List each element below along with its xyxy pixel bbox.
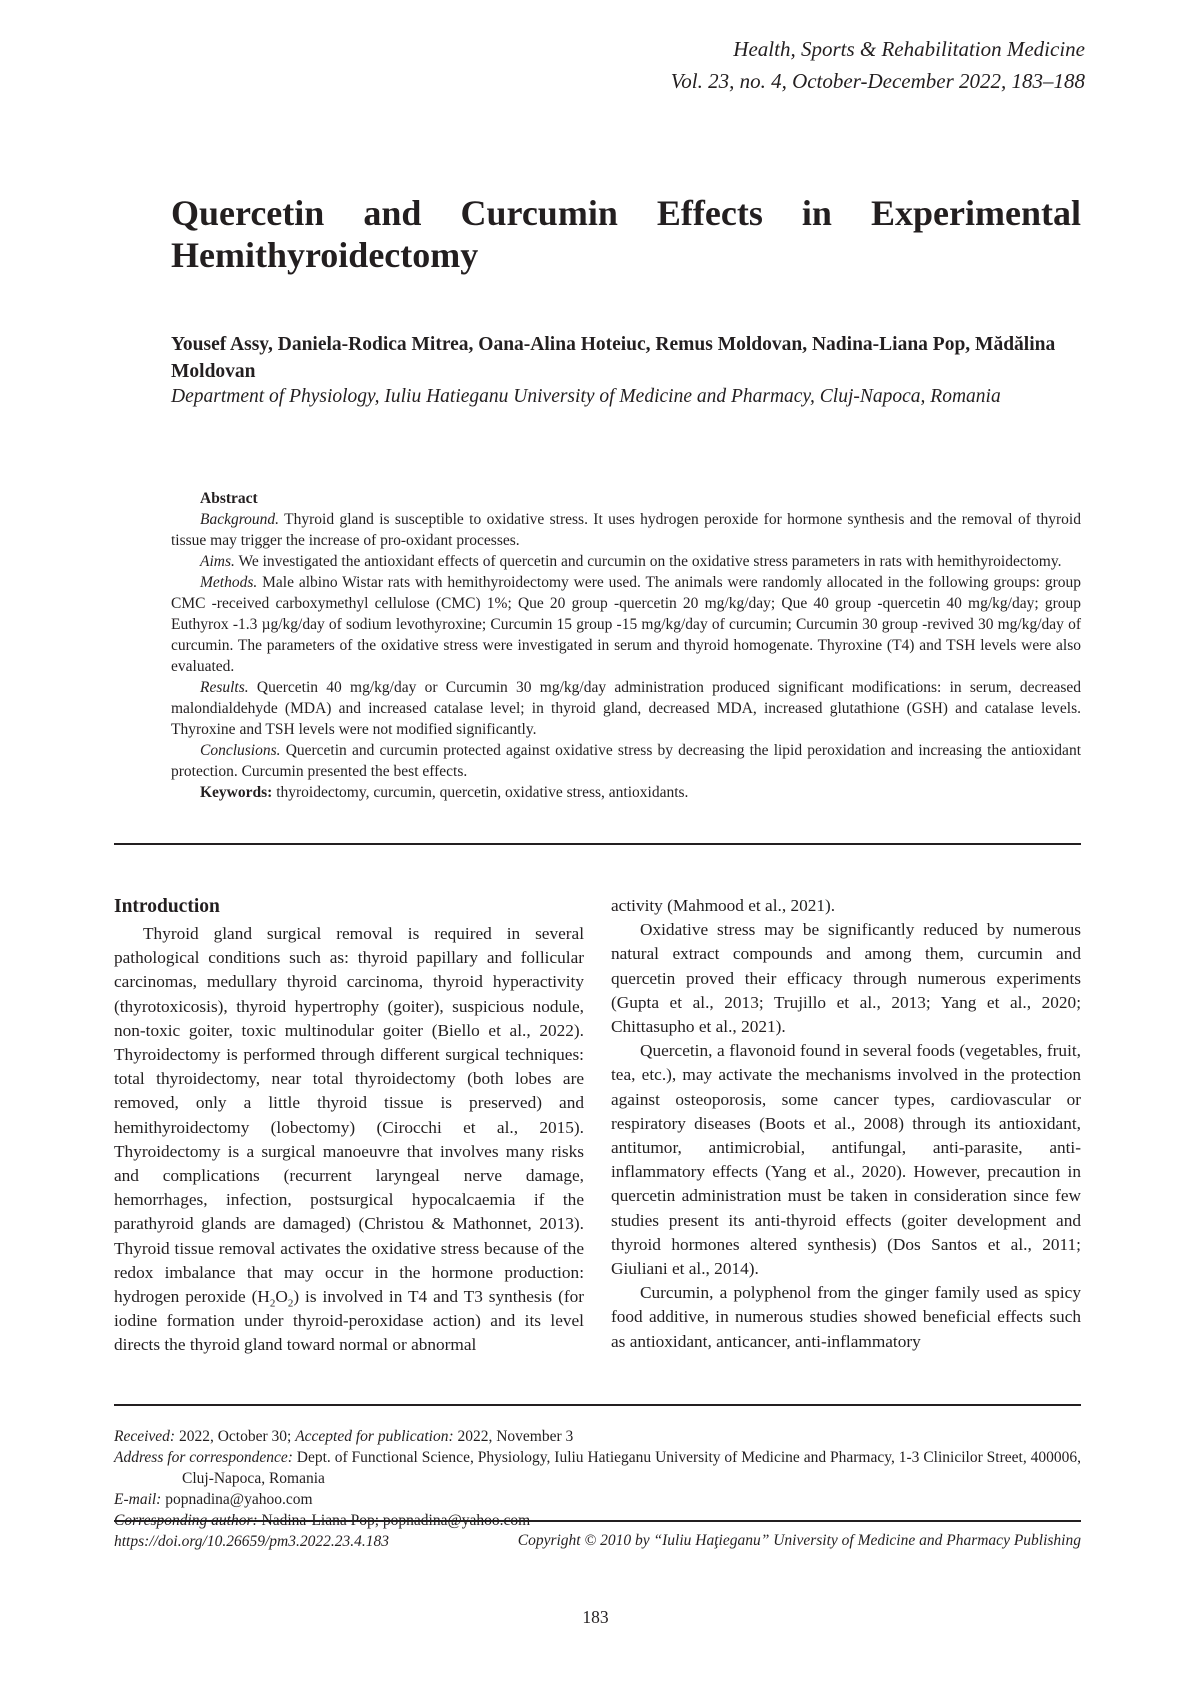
keywords-label: Keywords: — [200, 784, 273, 801]
title-word: and — [363, 193, 422, 233]
abstract — [171, 488, 1081, 803]
body-column-right — [611, 894, 1081, 1354]
title-word: Effects — [656, 193, 763, 233]
corresponding-author-line: Corresponding author: Nadina-Liana Pop; popnadina@yahoo.com — [114, 1512, 531, 1529]
abstract-results-label: Results. — [200, 679, 249, 696]
email-line: E-mail: popnadina@yahoo.com — [114, 1491, 313, 1508]
body-column-left — [114, 894, 584, 1358]
article-title — [171, 192, 1081, 276]
title-line-1 — [171, 192, 1081, 234]
section-heading-introduction: Introduction — [114, 896, 220, 917]
abstract-methods-label: Methods. — [200, 574, 258, 591]
title-word: Quercetin — [171, 193, 325, 233]
page-number: 183 — [582, 1607, 609, 1627]
body-paragraph: Quercetin, a flavonoid found in several foods (vegetables, fruit, tea, etc.), may activate the mechanisms involved in the protection against osteoporosis, some cancer types, cardiovascular or respiratory diseases (Boots et al., 2008) through its antioxidant, antitumor, antimicrobial, antifungal, anti-parasite, anti-inflammatory effects (Yang et al., 2020). However, precaution in quercetin administration must be taken in consideration since few studies present its anti-thyroid effects (goiter development and thyroid hormones altered synthesis) (Dos Santos et al., 2011; Giuliani et al., 2014). — [611, 1041, 1081, 1279]
abstract-background-label: Background. — [200, 511, 280, 528]
address-line: Address for correspondence: Dept. of Functional Science, Physiology, Iuliu Hatieganu University of Medicine and Pharmacy, 1-3 Clinicilor Street, 400006, Cluj-Napoca, Romania — [114, 1449, 1081, 1487]
abstract-aims: Aims. We investigated the antioxidant effects of quercetin and curcumin on the oxidative stress parameters in rats with hemithyroidectomy. — [200, 553, 1062, 570]
title-line-2: Hemithyroidectomy — [171, 235, 479, 275]
body-paragraph: Oxidative stress may be significantly reduced by numerous natural extract compounds and among them, curcumin and quercetin proved their efficacy through numerous experiments (Gupta et al., 2013; Trujillo et al., 2013; Yang et al., 2020; Chittasupho et al., 2021). — [611, 920, 1081, 1037]
title-word: Experimental — [871, 193, 1081, 233]
body-paragraph: Thyroid gland surgical removal is required in several pathological conditions such as: thyroid papillary and follicular carcinomas, medullary thyroid carcinoma, thyroid hyperactivity (thyrotoxicosis), thyroid hypertrophy (goiter), suspicious nodule, non-toxic goiter, toxic multinodular goiter (Biello et al., 2022). Thyroidectomy is performed through different surgical techniques: total thyroidectomy, near total thyroidectomy (both lobes are removed, only a little thyroid tissue is preserved) and hemithyroidectomy (lobectomy) (Cirocchi et al., 2015). Thyroidectomy is a surgical manoeuvre that involves many risks and complications (recurrent laryngeal nerve damage, hemorrhages, infection, postsurgical hypocalcaemia if the parathyroid glands are damaged) (Christou & Mathonnet, 2013). Thyroid tissue removal activates the oxidative stress because of the redox imbalance that may occur in the hormone production: hydrogen peroxide $(H_2O_2)$ is involved in T4 and T3 synthesis (for iodine formation under thyroid-peroxidase action) and its level directs the thyroid gland toward normal or abnormal — [114, 924, 584, 1355]
abstract-conclusions: Conclusions. Quercetin and curcumin protected against oxidative stress by decreasing the lipid peroxidation and increasing the antioxidant protection. Curcumin presented the best effects. — [171, 742, 1081, 780]
abstract-keywords: Keywords: thyroidectomy, curcumin, quercetin, oxidative stress, antioxidants. — [200, 784, 689, 801]
journal-name: Health, Sports & Rehabilitation Medicine — [733, 37, 1085, 61]
title-word: in — [801, 193, 832, 233]
journal-issue: Vol. 23, no. 4, October-December 2022, 183–188 — [670, 69, 1085, 93]
footnote-divider — [114, 1404, 1081, 1406]
abstract-heading: Abstract — [200, 490, 258, 507]
abstract-divider — [114, 843, 1081, 845]
abstract-methods: Methods. Male albino Wistar rats with hemithyroidectomy were used. The animals were randomly allocated in the following groups: group CMC -received carboxymethyl cellulose (CMC) 1%; Que 20 group -quercetin 20 mg/kg/day; Que 40 group -quercetin 40 mg/kg/day; group Euthyrox -1.3 µg/kg/day of sodium levothyroxine; Curcumin 15 group -15 mg/kg/day of curcumin; Curcumin 30 group -revived 30 mg/kg/day of curcumin. The parameters of the oxidative stress were investigated in serum and thyroid homogenate. Thyroxine (T4) and TSH levels were also evaluated. — [171, 574, 1081, 675]
affiliation: Department of Physiology, Iuliu Hatieganu University of Medicine and Pharmacy, Cluj-Napoca, Romania — [171, 386, 1001, 407]
copyright-divider — [114, 1520, 1081, 1522]
body-paragraph: Curcumin, a polyphenol from the ginger family used as spicy food additive, in numerous studies showed beneficial effects such as antioxidant, anticancer, anti-inflammatory — [611, 1283, 1081, 1351]
authors: Yousef Assy, Daniela-Rodica Mitrea, Oana-Alina Hoteiuc, Remus Moldovan, Nadina-Liana Pop, Mădălina Moldovan — [171, 334, 1056, 382]
abstract-conclusions-label: Conclusions. — [200, 742, 281, 759]
copyright-notice: Copyright © 2010 by “Iuliu Haţieganu” University of Medicine and Pharmacy Publishing — [517, 1532, 1081, 1549]
dates-line: Received: 2022, October 30; Accepted for publication: 2022, November 3 — [114, 1428, 574, 1445]
body-paragraph-continued: activity (Mahmood et al., 2021). — [611, 896, 836, 915]
doi-link[interactable]: https://doi.org/10.26659/pm3.2022.23.4.183 — [114, 1533, 389, 1550]
abstract-background: Background. Thyroid gland is susceptible to oxidative stress. It uses hydrogen peroxide for hormone synthesis and the removal of thyroid tissue may trigger the increase of pro-oxidant processes. — [171, 511, 1081, 549]
abstract-aims-label: Aims. — [200, 553, 235, 570]
abstract-results: Results. Quercetin 40 mg/kg/day or Curcumin 30 mg/kg/day administration produced significant modifications: in serum, decreased malondialdehyde (MDA) and increased catalase level; in thyroid gland, decreased MDA, increased glutathione (GSH) and catalase levels. Thyroxine and TSH levels were not modified significantly. — [171, 679, 1081, 738]
title-word: Curcumin — [460, 193, 618, 233]
